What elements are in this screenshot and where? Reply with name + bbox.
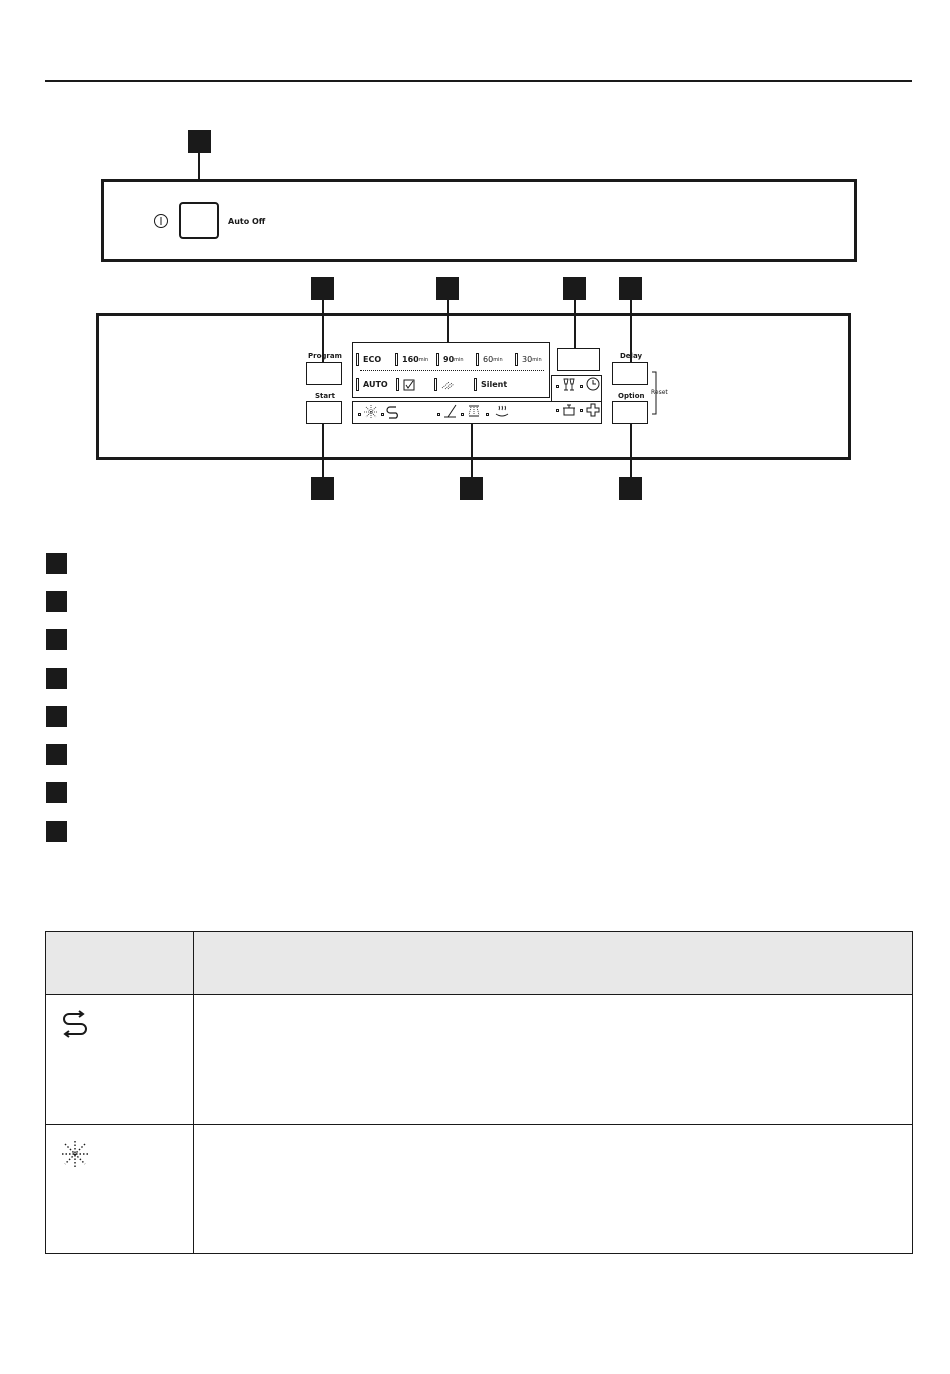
program-rinse [434,378,455,391]
indicator-dot [556,409,559,412]
indicator-dot [580,409,583,412]
dry-icon [363,404,379,420]
table-icon-cell [46,1125,194,1254]
indicator-dot [381,413,384,416]
reset-label: Reset [651,389,668,396]
auto-off-label: Auto Off [228,217,266,226]
callout-line [471,424,473,478]
option-label: Option [618,392,645,400]
option-button[interactable] [612,401,648,424]
indicator-dot [580,385,583,388]
program-silent: Silent [474,378,507,391]
power-icon [153,213,169,229]
callout-marker [311,477,334,500]
indicator-dot [486,413,489,416]
callout-marker [436,277,459,300]
callout-marker [188,130,211,153]
table-header-row [46,932,913,995]
indicator-table [45,931,913,1254]
indicator-dot [437,413,440,416]
table-icon-cell [46,995,194,1125]
table-row [46,995,913,1125]
rinse-cycle-icon [60,1009,90,1039]
callout-marker [460,477,483,500]
callout-marker [563,277,586,300]
indicator-dot [358,413,361,416]
table-header-cell [194,932,913,995]
legend-marker [46,744,67,765]
callout-line [574,300,576,348]
callout-line [630,424,632,478]
glass-icon [562,378,576,392]
spray-icon [441,380,455,390]
extra-hygiene-icon [585,402,601,418]
table-header-cell [46,932,194,995]
program-label: Program [308,352,342,360]
callout-marker [311,277,334,300]
legend-marker [46,706,67,727]
legend-marker [46,668,67,689]
delay-label: Delay [620,352,643,360]
sparkle-icon [60,1139,90,1169]
callout-marker [619,277,642,300]
callout-line [322,424,324,478]
callout-line [447,300,449,342]
callout-marker [619,477,642,500]
program-quick [396,378,415,391]
program-60: 60 min [476,353,503,366]
legend-marker [46,782,67,803]
on-off-button[interactable] [179,202,219,239]
program-30: 30 min [515,353,542,366]
table-text-cell [194,1125,913,1254]
program-90: 90 min [436,353,464,366]
indicator-dot [461,413,464,416]
prewash-icon [442,403,458,419]
program-eco: ECO [356,353,381,366]
legend-marker [46,553,67,574]
pot-icon [561,402,577,418]
start-button[interactable] [306,401,342,424]
top-rule [45,80,912,82]
legend-marker [46,591,67,612]
drying-icon [494,403,510,419]
delay-button[interactable] [612,362,648,385]
wash-icon [466,404,482,418]
table-row [46,1125,913,1254]
time-display [557,348,600,371]
indicator-dot [556,385,559,388]
table-text-cell [194,995,913,1125]
legend-marker [46,629,67,650]
program-auto: AUTO [356,378,388,391]
legend-marker [46,821,67,842]
program-button[interactable] [306,362,342,385]
display-divider [360,370,544,371]
timesaver-icon [585,376,601,392]
checkmark-plate-icon [403,379,415,391]
start-label: Start [315,392,335,400]
rinse-aid-icon [386,405,400,419]
program-160: 160 min [395,353,428,366]
